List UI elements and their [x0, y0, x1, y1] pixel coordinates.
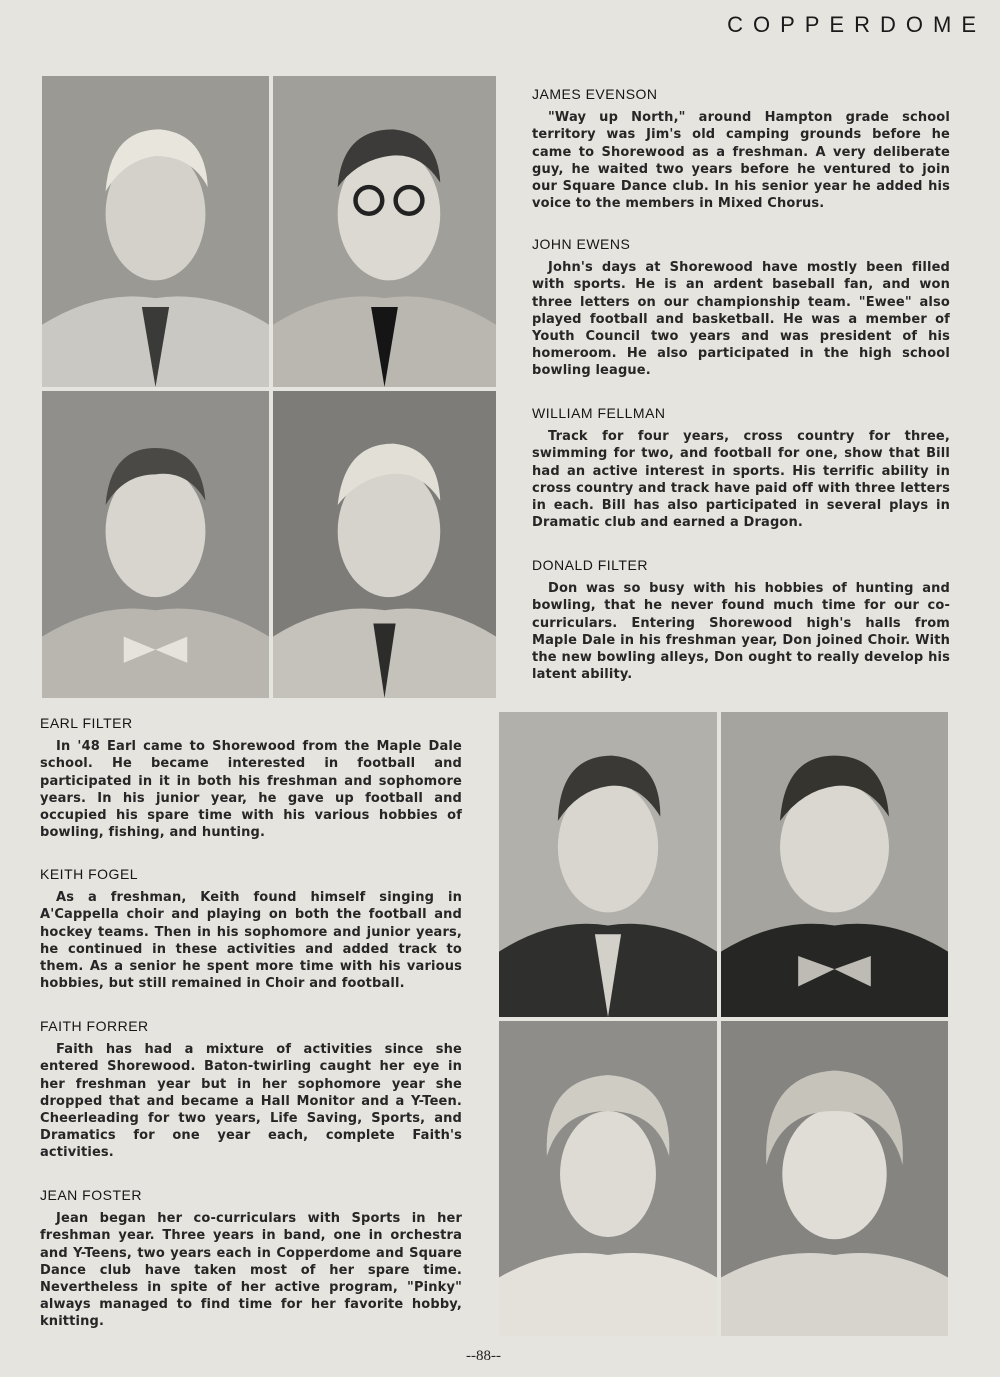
- student-bio-text: John's days at Shorewood have mostly been filled with sports. He is an ardent baseball fan, and won three letters on our championship team. "Ewee" also played football and basketball. He was a member of Youth Council two years and was president of his homeroom. He also participated in the high school bowling league.: [532, 260, 950, 379]
- student-bio-text: Don was so busy with his hobbies of hunting and bowling, that he never found much time for our co-curriculars. Entering Shorewood high's halls from Maple Dale in his freshman year, Don joined Choir. With the new bowling alleys, Don ought to really develop his latent ability.: [532, 581, 950, 683]
- portrait-icon: [721, 1021, 948, 1336]
- portrait-william-fellman: [42, 391, 269, 698]
- student-name: JEAN FOSTER: [40, 1187, 142, 1203]
- student-name: FAITH FORRER: [40, 1018, 149, 1034]
- portrait-faith-forrer: [499, 1021, 717, 1336]
- bio-john-ewens: [532, 236, 950, 380]
- portrait-icon: [42, 76, 269, 387]
- bio-keith-fogel: [40, 866, 462, 992]
- portrait-john-ewens: [273, 76, 496, 387]
- portrait-james-evenson: [42, 76, 269, 387]
- portrait-icon: [721, 712, 948, 1017]
- portrait-keith-fogel: [721, 712, 948, 1017]
- student-name: JAMES EVENSON: [532, 86, 658, 102]
- page-header-title: COPPERDOME: [727, 12, 986, 37]
- student-bio-text: "Way up North," around Hampton grade school territory was Jim's old camping grounds before he came to Shorewood as a freshman. A very deliberate guy, he waited two years before he ventured to join our Square Dance club. In his senior year he added his voice to the members in Mixed Chorus.: [532, 110, 950, 212]
- student-name: DONALD FILTER: [532, 557, 648, 573]
- portrait-icon: [273, 391, 496, 698]
- portrait-earl-filter: [499, 712, 717, 1017]
- student-bio-text: Faith has had a mixture of activities since she entered Shorewood. Baton-twirling caught her eye in her freshman year but in her sophomore year she dropped that and became a Hall Monitor and a Y-Teen. Cheerleading for two years, Life Saving, Sports, and Dramatics for one year each, complete Faith's activities.: [40, 1042, 462, 1161]
- student-bio-text: Track for four years, cross country for three, swimming for two, and football for one, show that Bill had an active interest in sports. His terrific ability in cross country and track have paid off with three letters in each. Bill has also participated in several plays in Dramatic club and earned a Dragon.: [532, 429, 950, 531]
- portrait-donald-filter: [273, 391, 496, 698]
- bio-faith-forrer: [40, 1018, 462, 1162]
- student-name: JOHN EWENS: [532, 236, 631, 252]
- portrait-jean-foster: [721, 1021, 948, 1336]
- bio-william-fellman: [532, 405, 950, 531]
- student-bio-text: As a freshman, Keith found himself singing in A'Cappella choir and playing on both the football and hockey teams. Then in his sophomore and junior years, he continued in these activities and added track to them. As a senior he spent more time with his various hobbies, but still remained in Choir and football.: [40, 890, 462, 992]
- page-number: --88--: [466, 1348, 501, 1364]
- bio-donald-filter: [532, 557, 950, 683]
- bio-james-evenson: [532, 86, 950, 212]
- bio-jean-foster: [40, 1187, 462, 1331]
- student-name: EARL FILTER: [40, 715, 133, 731]
- student-name: WILLIAM FELLMAN: [532, 405, 666, 421]
- portrait-icon: [42, 391, 269, 698]
- bio-earl-filter: [40, 715, 462, 841]
- portrait-icon: [499, 712, 717, 1017]
- student-bio-text: Jean began her co-curriculars with Sports in her freshman year. Three years in band, one in orchestra and Y-Teens, two years each in Copperdome and Square Dance club have taken most of her spare time. Nevertheless in spite of her active program, "Pinky" always managed to find time for her favorite hobby, knitting.: [40, 1211, 462, 1330]
- student-bio-text: In '48 Earl came to Shorewood from the Maple Dale school. He became interested in football and participated in it in both his freshman and sophomore years. In his junior year, he gave up football and occupied his spare time with his various hobbies of bowling, fishing, and hunting.: [40, 739, 462, 841]
- portrait-icon: [499, 1021, 717, 1336]
- student-name: KEITH FOGEL: [40, 866, 139, 882]
- portrait-icon: [273, 76, 496, 387]
